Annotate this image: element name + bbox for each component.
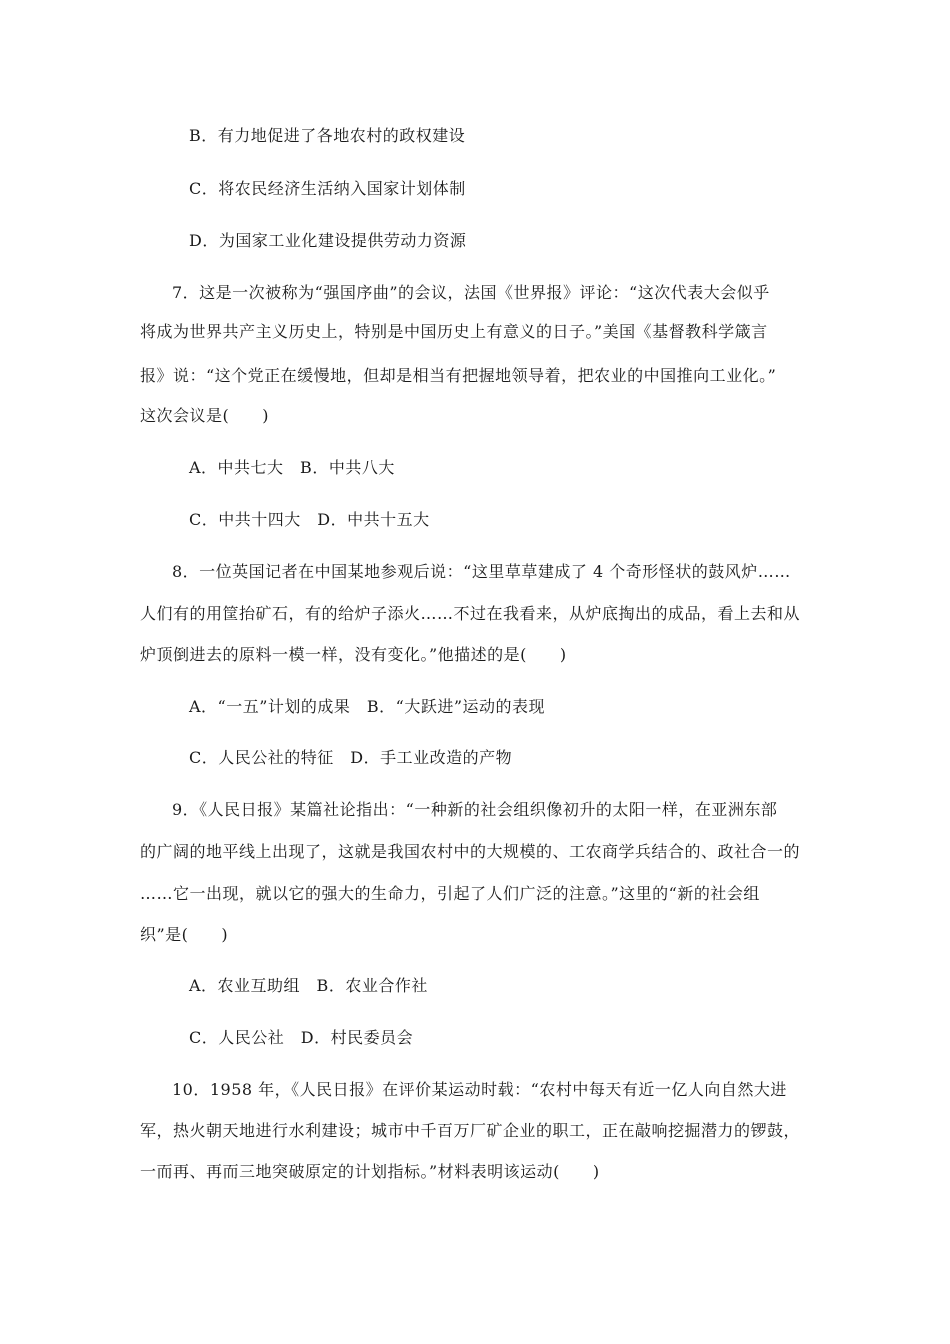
q6-option-b: B．有力地促进了各地农村的政权建设: [189, 126, 466, 145]
q10-stem-line-2: 军，热火朝天地进行水利建设；城市中千百万厂矿企业的职工，正在敲响挖掘潜力的锣鼓，: [140, 1121, 801, 1140]
q8-stem-line-2: 人们有的用筐抬矿石，有的给炉子添火……不过在我看来，从炉底掏出的成品，看上去和从: [140, 604, 801, 623]
q8-stem-line-1: 8．一位英国记者在中国某地参观后说：“这里草草建成了 4 个奇形怪状的鼓风炉……: [172, 562, 791, 581]
q8-stem-line-3: 炉顶倒进去的原料一模一样，没有变化。”他描述的是( ): [140, 645, 567, 664]
q10-stem-line-1: 10．1958 年，《人民日报》在评价某运动时载：“农村中每天有近一亿人向自然大进: [172, 1080, 787, 1099]
q10-stem-line-3: 一而再、再而三地突破原定的计划指标。”材料表明该运动( ): [140, 1162, 600, 1181]
q9-option-row-2: C．人民公社 D．村民委员会: [189, 1028, 414, 1047]
q7-stem-line-4: 这次会议是( ): [140, 406, 269, 425]
q9-stem-line-4: 织”是( ): [140, 925, 229, 944]
q9-stem-line-2: 的广阔的地平线上出现了，这就是我国农村中的大规模的、工农商学兵结合的、政社合一的: [140, 842, 801, 861]
q7-option-row-2: C．中共十四大 D．中共十五大: [189, 510, 430, 529]
q8-option-row-2: C．人民公社的特征 D．手工业改造的产物: [189, 748, 513, 767]
q7-stem-line-3: 报》说：“这个党正在缓慢地，但却是相当有把握地领导着，把农业的中国推向工业化。”: [140, 366, 777, 385]
q7-option-row-1: A．中共七大 B．中共八大: [189, 458, 395, 477]
q9-stem-line-1: 9．《人民日报》某篇社论指出：“一种新的社会组织像初升的太阳一样，在亚洲东部: [172, 800, 778, 819]
q6-option-c: C．将农民经济生活纳入国家计划体制: [189, 179, 466, 198]
q6-option-d: D．为国家工业化建设提供劳动力资源: [189, 231, 467, 250]
q9-stem-line-3: ……它一出现，就以它的强大的生命力，引起了人们广泛的注意。”这里的“新的社会组: [140, 884, 760, 903]
q7-stem-line-2: 将成为世界共产主义历史上，特别是中国历史上有意义的日子。”美国《基督教科学箴言: [140, 322, 768, 341]
q9-option-row-1: A．农业互助组 B．农业合作社: [189, 976, 428, 995]
q8-option-row-1: A．“一五”计划的成果 B．“大跃进”运动的表现: [189, 697, 546, 716]
q7-stem-line-1: 7．这是一次被称为“强国序曲”的会议，法国《世界报》评论：“这次代表大会似乎: [172, 283, 770, 302]
